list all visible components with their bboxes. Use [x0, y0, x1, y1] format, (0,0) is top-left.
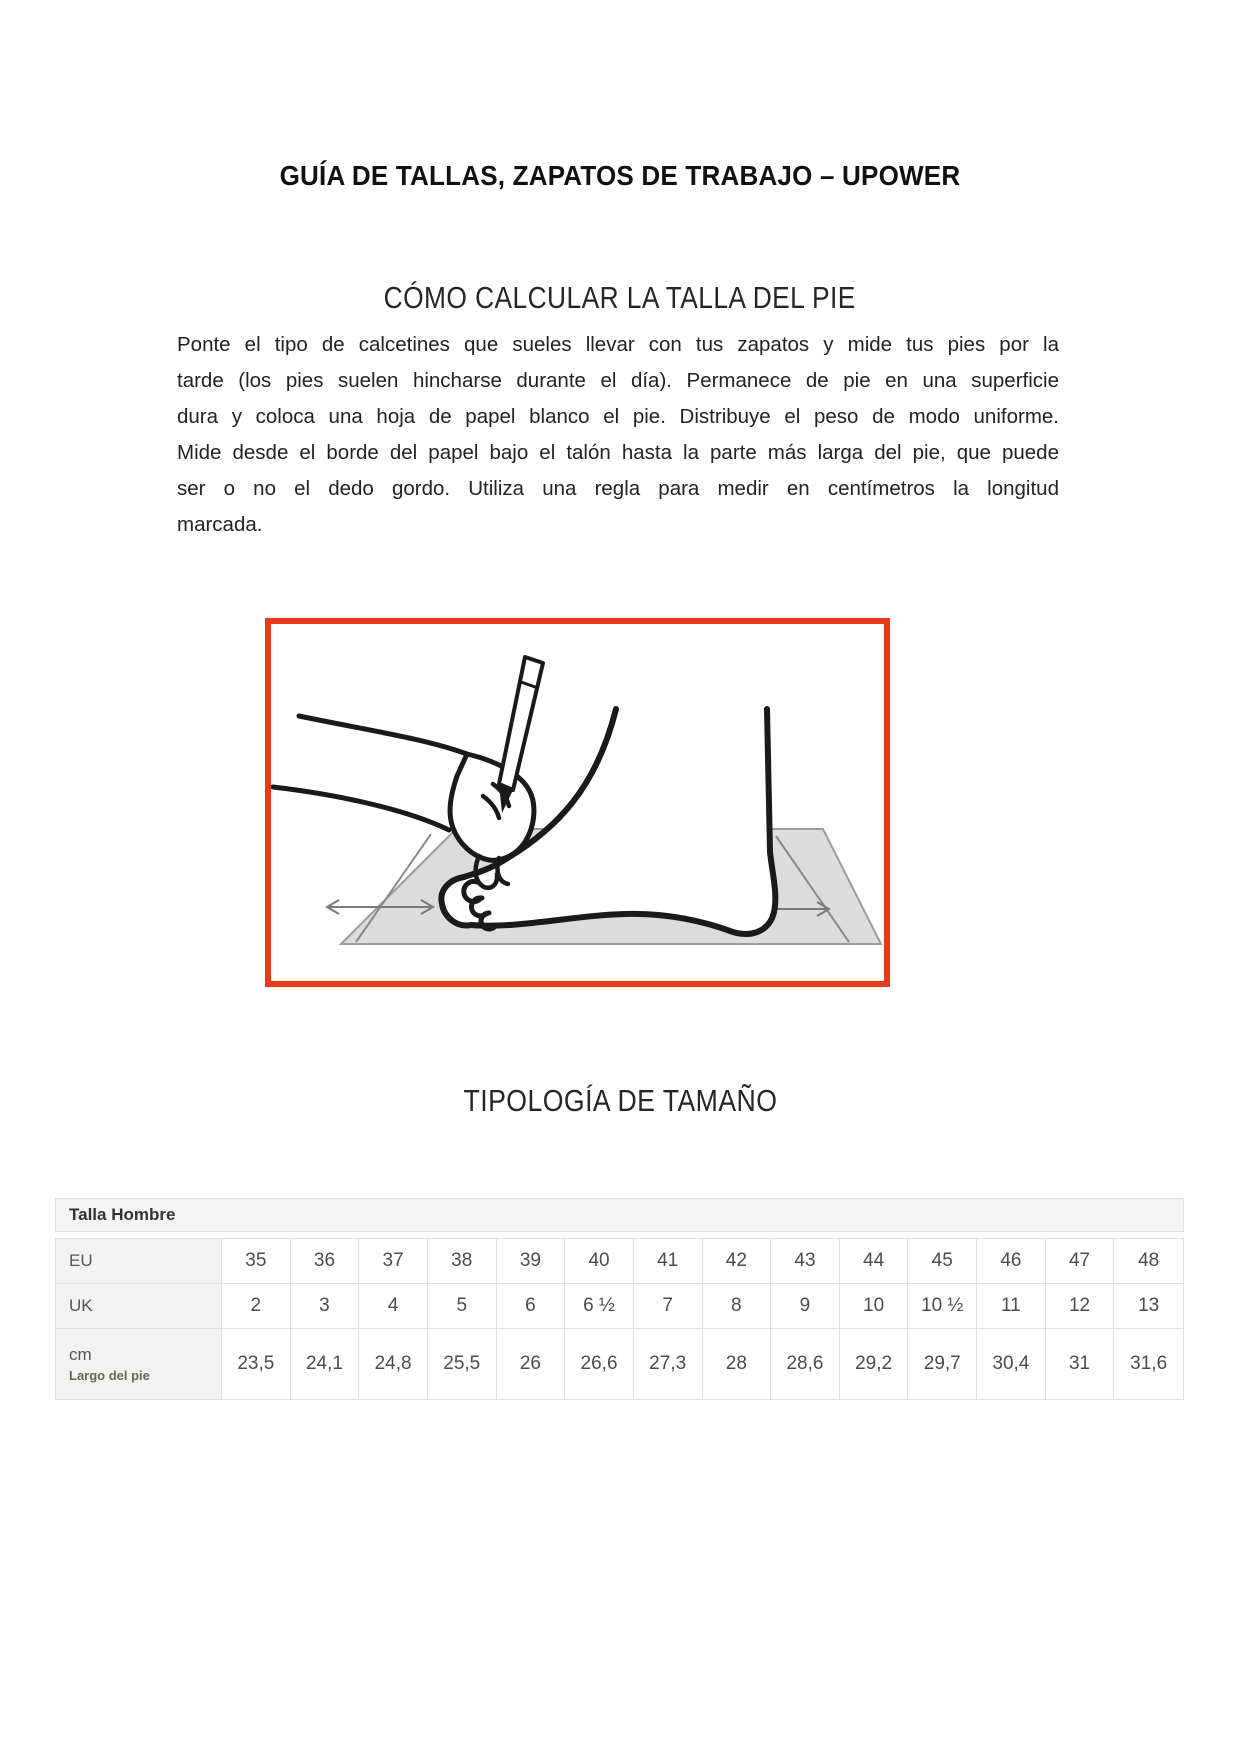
row-label-text: EU: [69, 1251, 93, 1270]
size-cell-eu-35: 35: [222, 1239, 291, 1284]
paragraph-line: Ponte el tipo de calcetines que sueles llevar con tus zapatos y mide tus pies por la: [177, 333, 1059, 356]
size-cell-uk-6 ½: 6 ½: [565, 1284, 634, 1329]
size-table-header: Talla Hombre: [55, 1198, 1184, 1232]
paragraph-line: marcada.: [177, 513, 263, 536]
size-cell-eu-48: 48: [1114, 1239, 1183, 1284]
row-label-eu: [56, 1239, 222, 1284]
size-cell-cm-24,1: 24,1: [291, 1329, 360, 1399]
paragraph-line: Mide desde el borde del papel bajo el talón hasta la parte más larga del pie, que puede: [177, 441, 1059, 464]
size-cell-cm-25,5: 25,5: [428, 1329, 497, 1399]
size-cell-cm-28,6: 28,6: [771, 1329, 840, 1399]
size-cell-eu-44: 44: [840, 1239, 909, 1284]
size-cell-cm-31: 31: [1046, 1329, 1115, 1399]
size-cell-cm-30,4: 30,4: [977, 1329, 1046, 1399]
row-label-text: UK: [69, 1296, 93, 1315]
size-table-grid: [55, 1238, 1184, 1400]
size-cell-eu-37: 37: [359, 1239, 428, 1284]
arm: [273, 716, 467, 830]
size-cell-uk-13: 13: [1114, 1284, 1183, 1329]
size-cell-eu-39: 39: [497, 1239, 566, 1284]
size-cell-uk-4: 4: [359, 1284, 428, 1329]
size-cell-eu-38: 38: [428, 1239, 497, 1284]
paragraph-line: dura y coloca una hoja de papel blanco el pie. Distribuye el peso de modo uniforme.: [177, 405, 1059, 428]
size-cell-cm-28: 28: [703, 1329, 772, 1399]
size-cell-eu-43: 43: [771, 1239, 840, 1284]
size-cell-cm-29,2: 29,2: [840, 1329, 909, 1399]
page-title-text: GUÍA DE TALLAS, ZAPATOS DE TRABAJO – UPOWER: [279, 160, 961, 191]
foot-measurement-drawing: [271, 624, 884, 981]
size-cell-eu-47: 47: [1046, 1239, 1115, 1284]
size-cell-uk-3: 3: [291, 1284, 360, 1329]
paragraph-line: ser o no el dedo gordo. Utiliza una regla para medir en centímetros la longitud: [177, 477, 1059, 500]
size-cell-uk-8: 8: [703, 1284, 772, 1329]
size-cell-uk-10 ½: 10 ½: [908, 1284, 977, 1329]
size-cell-eu-42: 42: [703, 1239, 772, 1284]
size-typology-heading: [0, 1083, 1240, 1119]
row-label-uk: [56, 1284, 222, 1329]
size-cell-uk-2: 2: [222, 1284, 291, 1329]
size-cell-uk-10: 10: [840, 1284, 909, 1329]
page-title: [0, 160, 1240, 192]
size-cell-eu-46: 46: [977, 1239, 1046, 1284]
size-cell-uk-12: 12: [1046, 1284, 1115, 1329]
size-cell-eu-41: 41: [634, 1239, 703, 1284]
size-cell-cm-29,7: 29,7: [908, 1329, 977, 1399]
size-cell-uk-5: 5: [428, 1284, 497, 1329]
row-label-cm: [56, 1329, 222, 1399]
size-cell-uk-6: 6: [497, 1284, 566, 1329]
size-cell-eu-45: 45: [908, 1239, 977, 1284]
size-cell-cm-23,5: 23,5: [222, 1329, 291, 1399]
how-to-measure-heading-text: CÓMO CALCULAR LA TALLA DEL PIE: [383, 280, 857, 315]
size-cell-eu-36: 36: [291, 1239, 360, 1284]
size-cell-cm-24,8: 24,8: [359, 1329, 428, 1399]
size-cell-uk-9: 9: [771, 1284, 840, 1329]
paragraph-line: tarde (los pies suelen hincharse durante el día). Permanece de pie en una superficie: [177, 369, 1059, 392]
row-sublabel-text: Largo del pie: [69, 1368, 150, 1383]
foot-measurement-illustration: [265, 618, 890, 987]
size-cell-cm-31,6: 31,6: [1114, 1329, 1183, 1399]
size-cell-uk-7: 7: [634, 1284, 703, 1329]
row-label-text: cm: [69, 1345, 92, 1364]
size-cell-cm-27,3: 27,3: [634, 1329, 703, 1399]
how-to-measure-heading: [0, 280, 1240, 316]
measurement-instructions-paragraph: [177, 327, 1059, 543]
size-cell-cm-26: 26: [497, 1329, 566, 1399]
size-cell-uk-11: 11: [977, 1284, 1046, 1329]
size-table: [55, 1198, 1184, 1400]
size-cell-eu-40: 40: [565, 1239, 634, 1284]
size-cell-cm-26,6: 26,6: [565, 1329, 634, 1399]
size-typology-heading-text: TIPOLOGÍA DE TAMAÑO: [463, 1083, 777, 1118]
